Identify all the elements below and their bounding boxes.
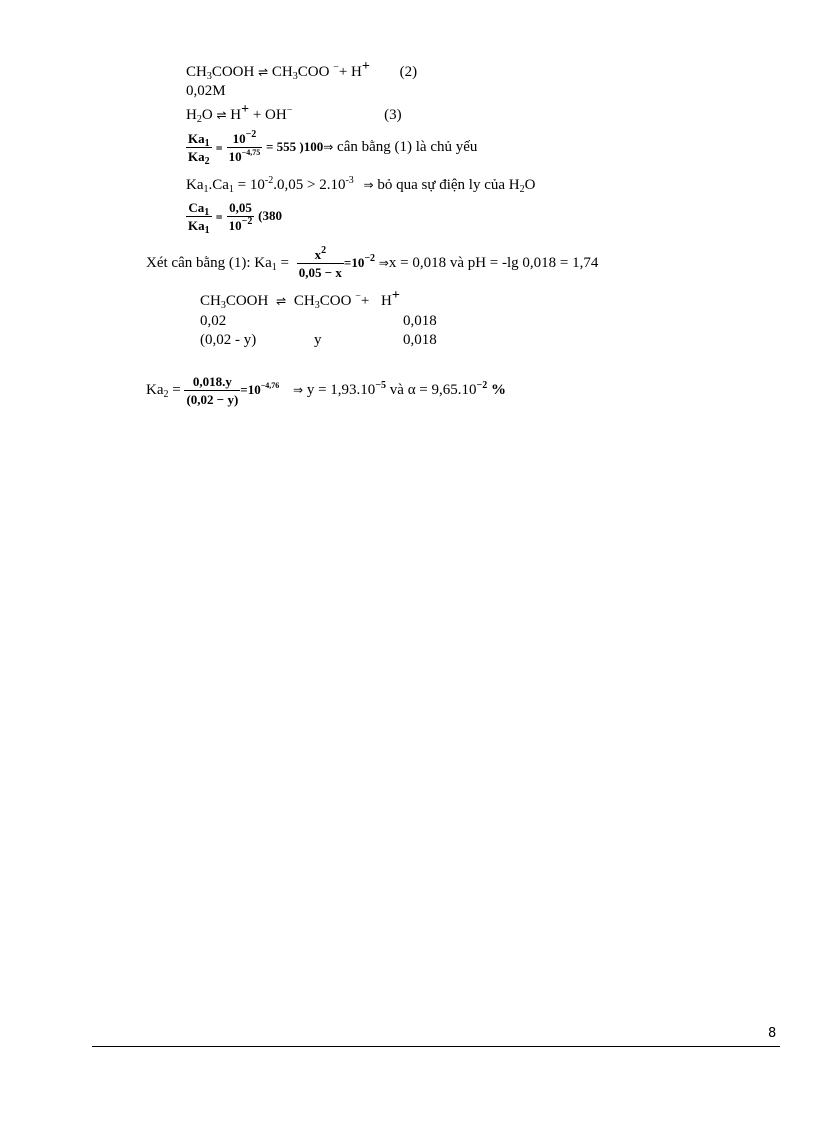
table-cell: y <box>314 332 322 348</box>
equilibrium-arrow-icon: ⇌ <box>276 294 287 308</box>
table-row-initial: 0,02 <box>200 313 227 329</box>
concentration-label: 0,02M <box>186 83 226 99</box>
implies-arrow-icon: ⇒ <box>363 178 374 192</box>
ka-ratio-line: $\frac{Ka_1}{Ka_2}$ = $\frac{10^{-2}}{10^{-4,75}}$ = 555 )100⇒ cân bằng (1) là chủ yếu <box>188 128 478 167</box>
table-row-equilibrium: (0,02 - y) <box>200 332 257 348</box>
concentration-fraction: $\frac{0,05}{10^{-2}}$ <box>228 199 253 233</box>
ka-ratio-fraction: $\frac{Ka_1}{Ka_2}$ <box>188 130 210 167</box>
power-ratio-fraction: $\frac{10^{-2}}{10^{-4,75}}$ <box>228 128 261 164</box>
table-cell: 0,018 <box>403 313 437 329</box>
implies-arrow-icon: ⇒ <box>323 140 334 154</box>
page-number: 8 <box>768 1026 777 1041</box>
ka-ca-product-line: $Ka_1.Ca_1 = 10^{-2}.0,05 > 2.10^{-3}$ ⇒ bỏ qua sự điện ly của $H_2O$ <box>186 175 536 195</box>
ka2-result-line: $Ka_2$ = $\frac{0,018.y}{(0,02 - y)}$ $=10^{-4,76}$ ⇒ $y = 1,93.10^{-5}$ và $\alpha = 9,65.10^{-2}$ % <box>146 373 506 407</box>
reaction-2: $CH_3COOH$ ⇌ $CH_3COO$ −+ H+ (2) <box>186 59 418 82</box>
reaction-tag: (3) <box>384 107 402 123</box>
y-fraction: $\frac{0,018.y}{(0,02 - y)}$ <box>186 373 239 407</box>
x-fraction: $\frac{x^2}{0,05 - x}$ <box>298 244 342 280</box>
equilibrium-1-line: Xét cân bằng (1): $Ka_1$ = $\frac{x^2}{0,05 - x}$ $=10^{-2}$ ⇒x = 0,018 và pH = -lg 0,018 = 1,74 <box>146 244 599 280</box>
footer-rule <box>92 1046 780 1047</box>
reaction-3: $H_2O$ ⇌ H+ + OH− (3) <box>186 102 402 125</box>
ca-ka-fraction: $\frac{Ca_1}{Ka_1}$ <box>188 199 210 236</box>
implies-arrow-icon: ⇒ <box>293 383 304 397</box>
ca-ka-ratio-line: $\frac{Ca_1}{Ka_1}$ = $\frac{0,05}{10^{-2}}$ (380 <box>188 199 282 236</box>
implies-arrow-icon: ⇒ <box>378 256 389 270</box>
equilibrium-arrow-icon: ⇌ <box>216 108 227 122</box>
reaction-tag: (2) <box>399 64 418 80</box>
reaction-table-header: $CH_3COOH$ ⇌ $CH_3COO$ −+ H+ <box>200 288 400 311</box>
table-cell: 0,018 <box>403 332 437 348</box>
alpha-symbol: α <box>407 382 416 398</box>
equilibrium-arrow-icon: ⇌ <box>258 65 269 79</box>
